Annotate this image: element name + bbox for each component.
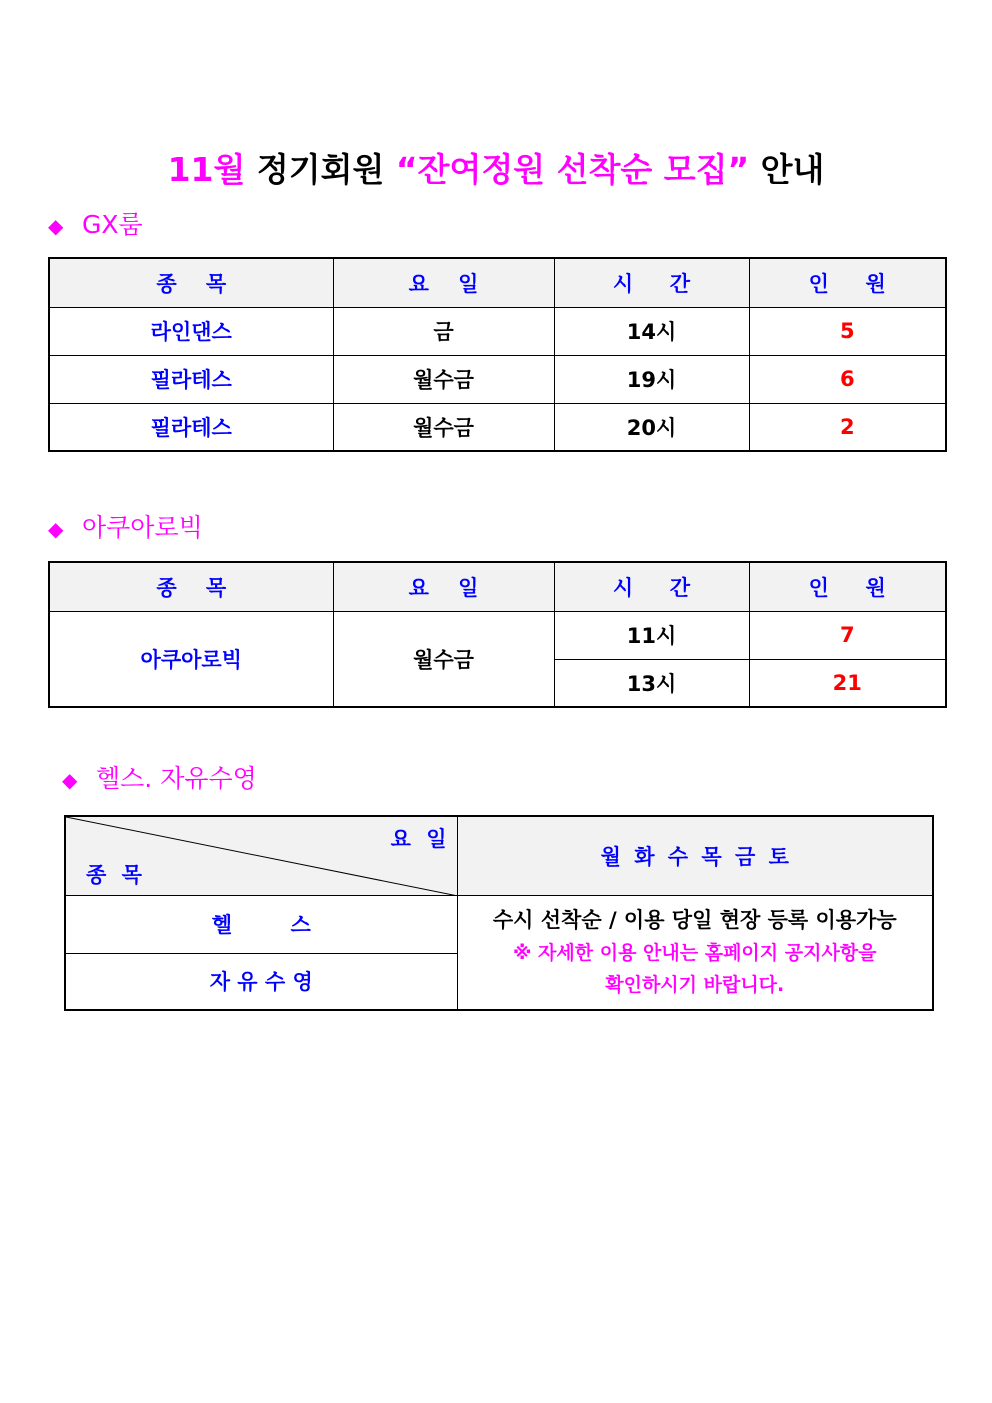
gx-header-row bbox=[49, 258, 946, 307]
gx-day-cell: 월수금 bbox=[333, 403, 554, 451]
aqua-heading-label: 아쿠아로빅 bbox=[82, 513, 203, 542]
aqua-header-row bbox=[49, 562, 946, 611]
page-title bbox=[0, 146, 992, 194]
health-table bbox=[64, 815, 934, 1011]
aqua-count-cell: 7 bbox=[749, 611, 946, 659]
gx-header-day: 요 일 bbox=[333, 258, 554, 307]
section-heading-aqua bbox=[48, 511, 203, 546]
title-month: 11월 bbox=[167, 150, 246, 189]
gx-header-activity: 종 목 bbox=[49, 258, 333, 307]
swim-activity-cell: 자 유 수 영 bbox=[65, 953, 457, 1010]
title-regular-member: 정기회원 bbox=[256, 150, 385, 189]
gx-activity-cell: 라인댄스 bbox=[49, 307, 333, 355]
diagonal-header-cell bbox=[65, 816, 457, 895]
table-row bbox=[49, 403, 946, 451]
aqua-header-activity: 종 목 bbox=[49, 562, 333, 611]
aqua-activity-cell: 아쿠아로빅 bbox=[49, 611, 333, 707]
aqua-day-cell: 월수금 bbox=[333, 611, 554, 707]
table-row bbox=[65, 895, 933, 953]
gx-day-cell: 금 bbox=[333, 307, 554, 355]
health-header-row bbox=[65, 816, 933, 895]
gx-count-cell: 6 bbox=[749, 355, 946, 403]
gx-day-cell: 월수금 bbox=[333, 355, 554, 403]
note-registration: 수시 선착순 / 이용 당일 현장 등록 이용가능 bbox=[492, 908, 897, 933]
note-confirm: 확인하시기 바랍니다. bbox=[605, 974, 785, 997]
aqua-count-cell: 21 bbox=[749, 659, 946, 707]
aqua-header-time: 시 간 bbox=[554, 562, 749, 611]
gx-count-cell: 5 bbox=[749, 307, 946, 355]
diamond-icon: ◆ bbox=[48, 517, 64, 541]
gx-time-cell: 14시 bbox=[554, 307, 749, 355]
health-activity-cell: 헬 스 bbox=[65, 895, 457, 953]
gx-time-cell: 20시 bbox=[554, 403, 749, 451]
diamond-icon: ◆ bbox=[48, 214, 64, 238]
aqua-time-cell: 13시 bbox=[554, 659, 749, 707]
note-homepage: ※ 자세한 이용 안내는 홈페이지 공지사항을 bbox=[512, 942, 877, 965]
aqua-time-cell: 11시 bbox=[554, 611, 749, 659]
aqua-table bbox=[48, 561, 947, 708]
gx-count-cell: 2 bbox=[749, 403, 946, 451]
days-header: 월 화 수 목 금 토 bbox=[457, 816, 933, 895]
gx-activity-cell: 필라테스 bbox=[49, 355, 333, 403]
table-row bbox=[49, 307, 946, 355]
table-row bbox=[49, 611, 946, 659]
gx-activity-cell: 필라테스 bbox=[49, 403, 333, 451]
gx-header-time: 시 간 bbox=[554, 258, 749, 307]
gx-time-cell: 19시 bbox=[554, 355, 749, 403]
aqua-header-day: 요 일 bbox=[333, 562, 554, 611]
health-note-cell bbox=[457, 895, 933, 1010]
diamond-icon: ◆ bbox=[62, 768, 78, 792]
gx-header-count: 인 원 bbox=[749, 258, 946, 307]
gx-heading-label: GX룸 bbox=[82, 210, 143, 239]
title-recruit: “잔여정원 선착순 모집” bbox=[395, 150, 750, 189]
corner-day-label: 요 일 bbox=[390, 827, 447, 851]
corner-activity-label: 종 목 bbox=[86, 862, 142, 887]
table-row bbox=[49, 355, 946, 403]
health-heading-label: 헬스. 자유수영 bbox=[96, 764, 257, 793]
gx-table bbox=[48, 257, 947, 452]
section-heading-health bbox=[62, 762, 257, 797]
title-notice: 안내 bbox=[760, 150, 825, 189]
section-heading-gx bbox=[48, 208, 143, 243]
aqua-header-count: 인 원 bbox=[749, 562, 946, 611]
